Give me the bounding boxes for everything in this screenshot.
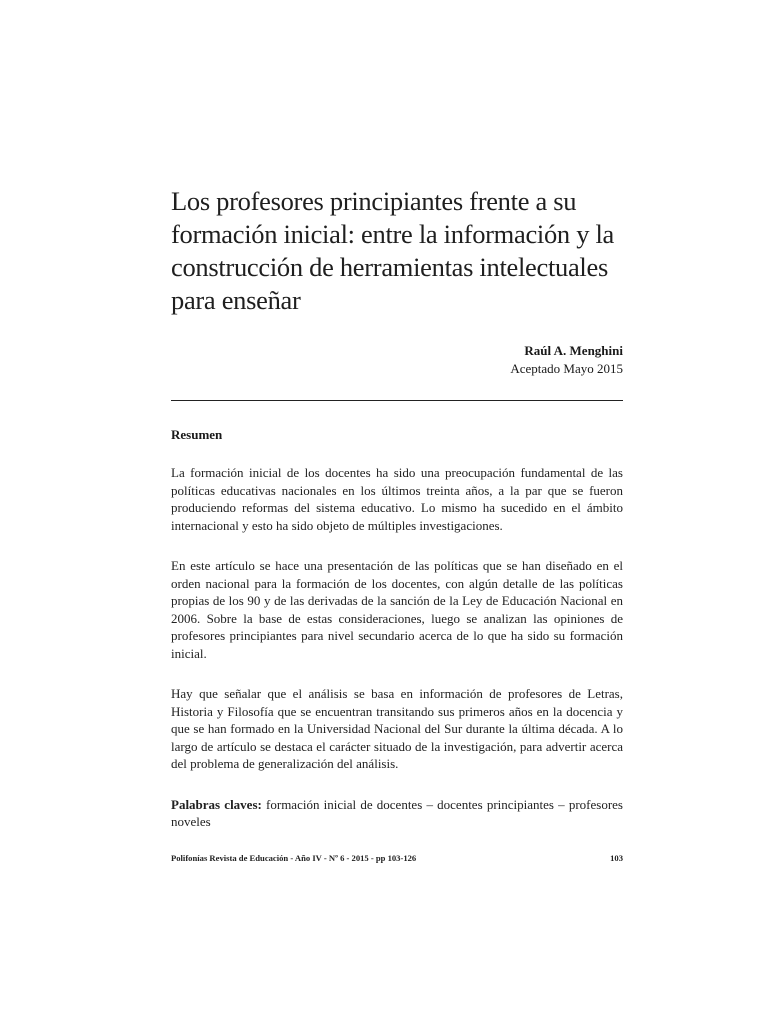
article-page: [171, 185, 623, 831]
divider: [171, 400, 623, 401]
accepted-date: Aceptado Mayo 2015: [510, 361, 623, 376]
author-block: [171, 342, 623, 378]
keywords-label: Palabras claves:: [171, 796, 262, 812]
keywords-text: formación inicial de docentes – docentes principiantes – profesores noveles: [171, 796, 623, 829]
page-number: 103: [610, 853, 623, 863]
journal-citation: Polifonías Revista de Educación - Año IV - Nº 6 - 2015 - pp 103-126: [171, 853, 417, 863]
page-footer: [171, 853, 623, 863]
abstract-heading: Resumen: [171, 427, 223, 442]
abstract-body: [171, 464, 623, 773]
title-line: formación inicial: entre la información y la: [171, 219, 615, 249]
abstract-paragraph: Hay que señalar que el análisis se basa en información de profesores de Letras, Historia y Filosofía que se encuentran transitando sus primeros años en la docencia y que se han formado en la Universidad Nacional del Sur durante la última década. A lo largo de artículo se destaca el carácter situado de la investigación, para advertir acerca del problema de generalización del análisis.: [171, 686, 623, 771]
abstract-paragraph: La formación inicial de los docentes ha sido una preocupación fundamental de las políticas educativas nacionales en los últimos treinta años, a la par que se fueron produciendo reformas del sistema educativo. Lo mismo ha sucedido en el ámbito internacional y esto ha sido objeto de múltiples investigaciones.: [171, 465, 623, 533]
author-name: Raúl A. Menghini: [524, 343, 623, 358]
title-line: Los profesores principiantes frente a su: [171, 186, 577, 216]
title-line: construcción de herramientas intelectuales: [171, 252, 608, 282]
article-title: [171, 185, 623, 317]
keywords: [171, 796, 623, 831]
abstract-paragraph: En este artículo se hace una presentación de las políticas que se han diseñado en el orden nacional para la formación de los docentes, con algún detalle de las políticas propias de los 90 y de las derivadas de la sanción de la Ley de Educación Nacional en 2006. Sobre la base de estas consideraciones, luego se analizan las opiniones de profesores principiantes para nivel secundario acerca de lo que ha sido su formación inicial.: [171, 558, 623, 661]
title-line: para enseñar: [171, 285, 301, 315]
